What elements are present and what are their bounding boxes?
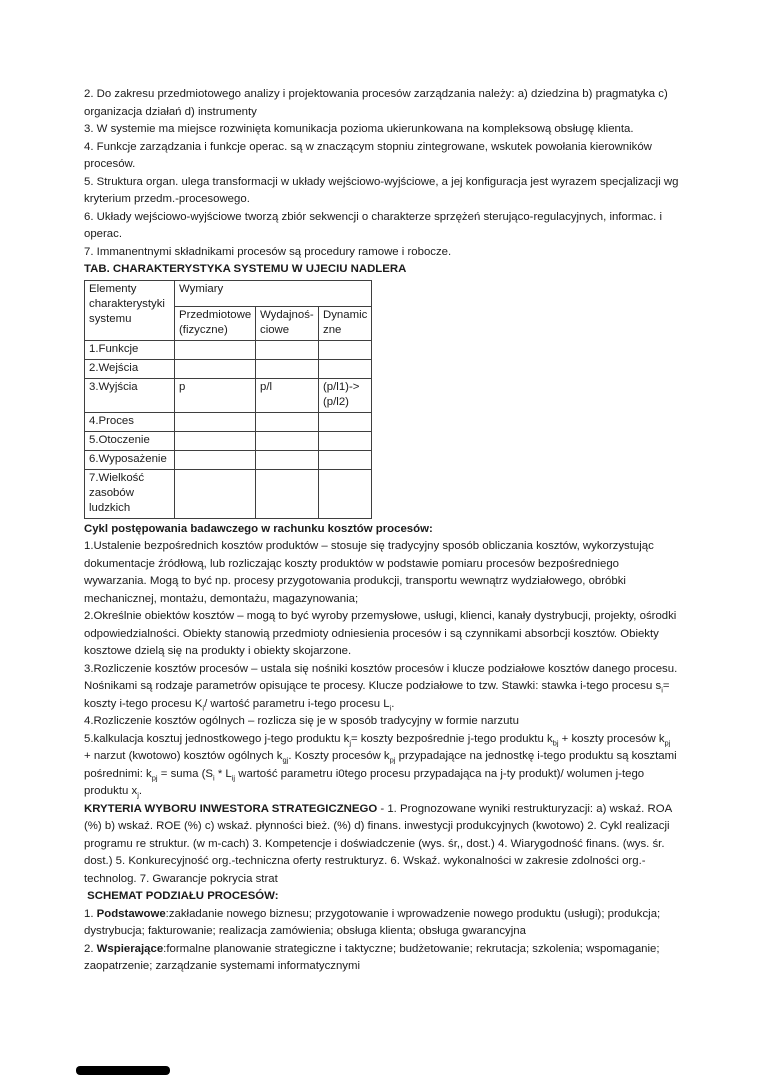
- table-title: TAB. CHARAKTERYSTYKA SYSTEMU W UJECIU NADLERA: [84, 263, 407, 275]
- table-cell: [256, 450, 319, 469]
- document-content: [84, 86, 680, 976]
- cycle-item: 2.Określnie obiektów kosztów – mogą to być wyroby przemysłowe, usługi, klienci, kanały dystrybucji, projekty, ośrodki odpowiedzialności. Obiekty stanowią przedmioty odniesienia procesów i są czynnikami absorbcji kosztów. Obiekty kosztowe dzielą się na produkty i obiekty skojarzone.: [84, 610, 677, 657]
- cycle-item: 4.Rozliczenie kosztów ogólnych – rozlicza się je w sposób tradycyjny w formie narzutu: [84, 715, 519, 727]
- table-row: [85, 469, 372, 518]
- table-cell: [256, 359, 319, 378]
- table-col-header: Dynamiczne: [319, 306, 372, 340]
- cycle-item: 5.kalkulacja kosztuj jednostkowego j-tego produktu $k_j=$ koszty bezpośrednie j-tego produktu $k_{bj}$ + koszty procesów $k_{pj}$ + narzut (kwotowo) kosztów ogólnych $k_{gj}$. Koszty procesów $k_{pj}$ przypadające na jednostkę i-tego produktu są kosztami pośrednimi: $k_{pj}$ = suma ($S_i * L_{ij}$ wartość parametru i0tego procesu przypadająca na j-ty produkt)/ wolumen j-tego produktu $x_j$.: [84, 732, 677, 800]
- schemat-item: 1. Podstawowe:zakładanie nowego biznesu; przygotowanie i wprowadzenie nowego produktu (usługi); produkcja; dystrybucja; fakturowanie; realizacja zamówienia; obsługa klienta; obsługa gwarancyjna: [84, 907, 661, 937]
- table-cell: (p/l1)->(p/l2): [319, 378, 372, 412]
- table-group-header: Wymiary: [175, 280, 372, 306]
- table-row: [85, 412, 372, 431]
- table-cell: [319, 412, 372, 431]
- table-row-label: 6.Wyposażenie: [85, 450, 175, 469]
- intro-section: [84, 86, 680, 261]
- table-row-label: 7.Wielkość zasobów ludzkich: [85, 469, 175, 518]
- table-cell: [175, 431, 256, 450]
- intro-paragraph: 3. W systemie ma miejsce rozwinięta komunikacja pozioma ukierunkowana na kompleksową obsługę klienta.: [84, 123, 634, 135]
- table-cell: [175, 340, 256, 359]
- table-row-label: 5.Otoczenie: [85, 431, 175, 450]
- cycle-item: 3.Rozliczenie kosztów procesów – ustala się nośniki kosztów procesów i klucze podziałowe kosztów danego procesu. Nośnikami są rodzaje parametrów opisujące te procesy. Klucze podziałowe to tzw. Stawki: stawka i-tego procesu $s_i=$ koszty i-tego procesu $K_i/$ wartość parametru i-tego procesu $L_i$.: [84, 662, 678, 712]
- table-row: [85, 340, 372, 359]
- cycle-heading: Cykl postępowania badawczego w rachunku kosztów procesów:: [84, 522, 433, 535]
- table-row-label: 4.Proces: [85, 412, 175, 431]
- table-row-label: 3.Wyjścia: [85, 378, 175, 412]
- intro-paragraph: 5. Struktura organ. ulega transformacji w układy wejściowo-wyjściowe, a jej konfiguracja jest wyrazem specjalizacji wg kryterium przedm.-procesowego.: [84, 175, 679, 205]
- kryteria-paragraph: KRYTERIA WYBORU INWESTORA STRATEGICZNEGO - 1. Prognozowane wyniki restrukturyzacji: a) wskaź. ROA (%) b) wskaź. ROE (%) c) wskaź. płynności bież. (%) d) finans. inwestycji produkcyjnych (kwotowo) 2. Cykl realizacji programu re struktur. (w m-cach) 3. Kompetencje i doświadczenie (wys. śr,, dost.) 4. Wiarygodność finans. (wys. śr. dost.) 5. Konkurecyjność org.-techniczna oferty restrukturyz. 6. Wskaź. wykonalności w zakresie zdolności org.-technolog. 7. Gwarancje pokrycia strat: [84, 802, 672, 885]
- intro-paragraph: 4. Funkcje zarządzania i funkcje operac. są w znaczącym stopniu zintegrowane, wskutek powołania kierowników procesów.: [84, 140, 652, 170]
- schemat-item: 2. Wspierające:formalne planowanie strategiczne i taktyczne; budżetowanie; rekrutacja; szkolenia; wspomaganie; zaopatrzenie; zarządzanie systemami informatycznymi: [84, 942, 660, 972]
- table-cell: [319, 431, 372, 450]
- schemat-heading: SCHEMAT PODZIAŁU PROCESÓW:: [84, 890, 279, 902]
- schemat-section: [84, 906, 680, 976]
- intro-paragraph: 7. Immanentnymi składnikami procesów są procedury ramowe i robocze.: [84, 245, 452, 258]
- table-cell: [319, 469, 372, 518]
- table-cell: [175, 450, 256, 469]
- cycle-section: [84, 538, 680, 801]
- table-cell: [256, 431, 319, 450]
- table-cell: p/l: [256, 378, 319, 412]
- table-cell: [256, 340, 319, 359]
- intro-paragraph: 2. Do zakresu przedmiotowego analizy i projektowania procesów zarządzania należy: a) dziedzina b) pragmatyka c) organizacja działań d) instrumenty: [84, 88, 668, 118]
- table-cell: [319, 340, 372, 359]
- table-cell: [175, 412, 256, 431]
- table-row-label: 2.Wejścia: [85, 359, 175, 378]
- table-cell: [319, 359, 372, 378]
- table-cell: [319, 450, 372, 469]
- bottom-bar: [76, 1066, 170, 1075]
- table-row-label: 1.Funkcje: [85, 340, 175, 359]
- table-col-header: Wydajnoś-ciowe: [256, 306, 319, 340]
- table-col-header: Przedmiotowe (fizyczne): [175, 306, 256, 340]
- cycle-item: 1.Ustalenie bezpośrednich kosztów produktów – stosuje się tradycyjny sposób obliczania kosztów, wykorzystując dokumentacje źródłową, lub rozliczając koszty produktów w podstawie pomiaru procesów bezpośredniego wywarzania. Mogą to być np. procesy przygotowania produkcji, transportu wewnątrz wydziałowego, obróbki mechanicznej, montażu, demontażu, magazynowania;: [84, 540, 654, 605]
- table-corner-header: Elementy charakterystyki systemu: [85, 280, 175, 340]
- table-row: [85, 359, 372, 378]
- system-table: [84, 280, 372, 519]
- table-cell: [256, 412, 319, 431]
- table-cell: [175, 469, 256, 518]
- intro-paragraph: 6. Układy wejściowo-wyjściowe tworzą zbiór sekwencji o charakterze sprzężeń sterująco-regulacyjnych, informac. i operac.: [84, 210, 662, 240]
- table-cell: p: [175, 378, 256, 412]
- table-row: [85, 378, 372, 412]
- table-cell: [175, 359, 256, 378]
- table-row: [85, 450, 372, 469]
- table-cell: [256, 469, 319, 518]
- table-row: [85, 431, 372, 450]
